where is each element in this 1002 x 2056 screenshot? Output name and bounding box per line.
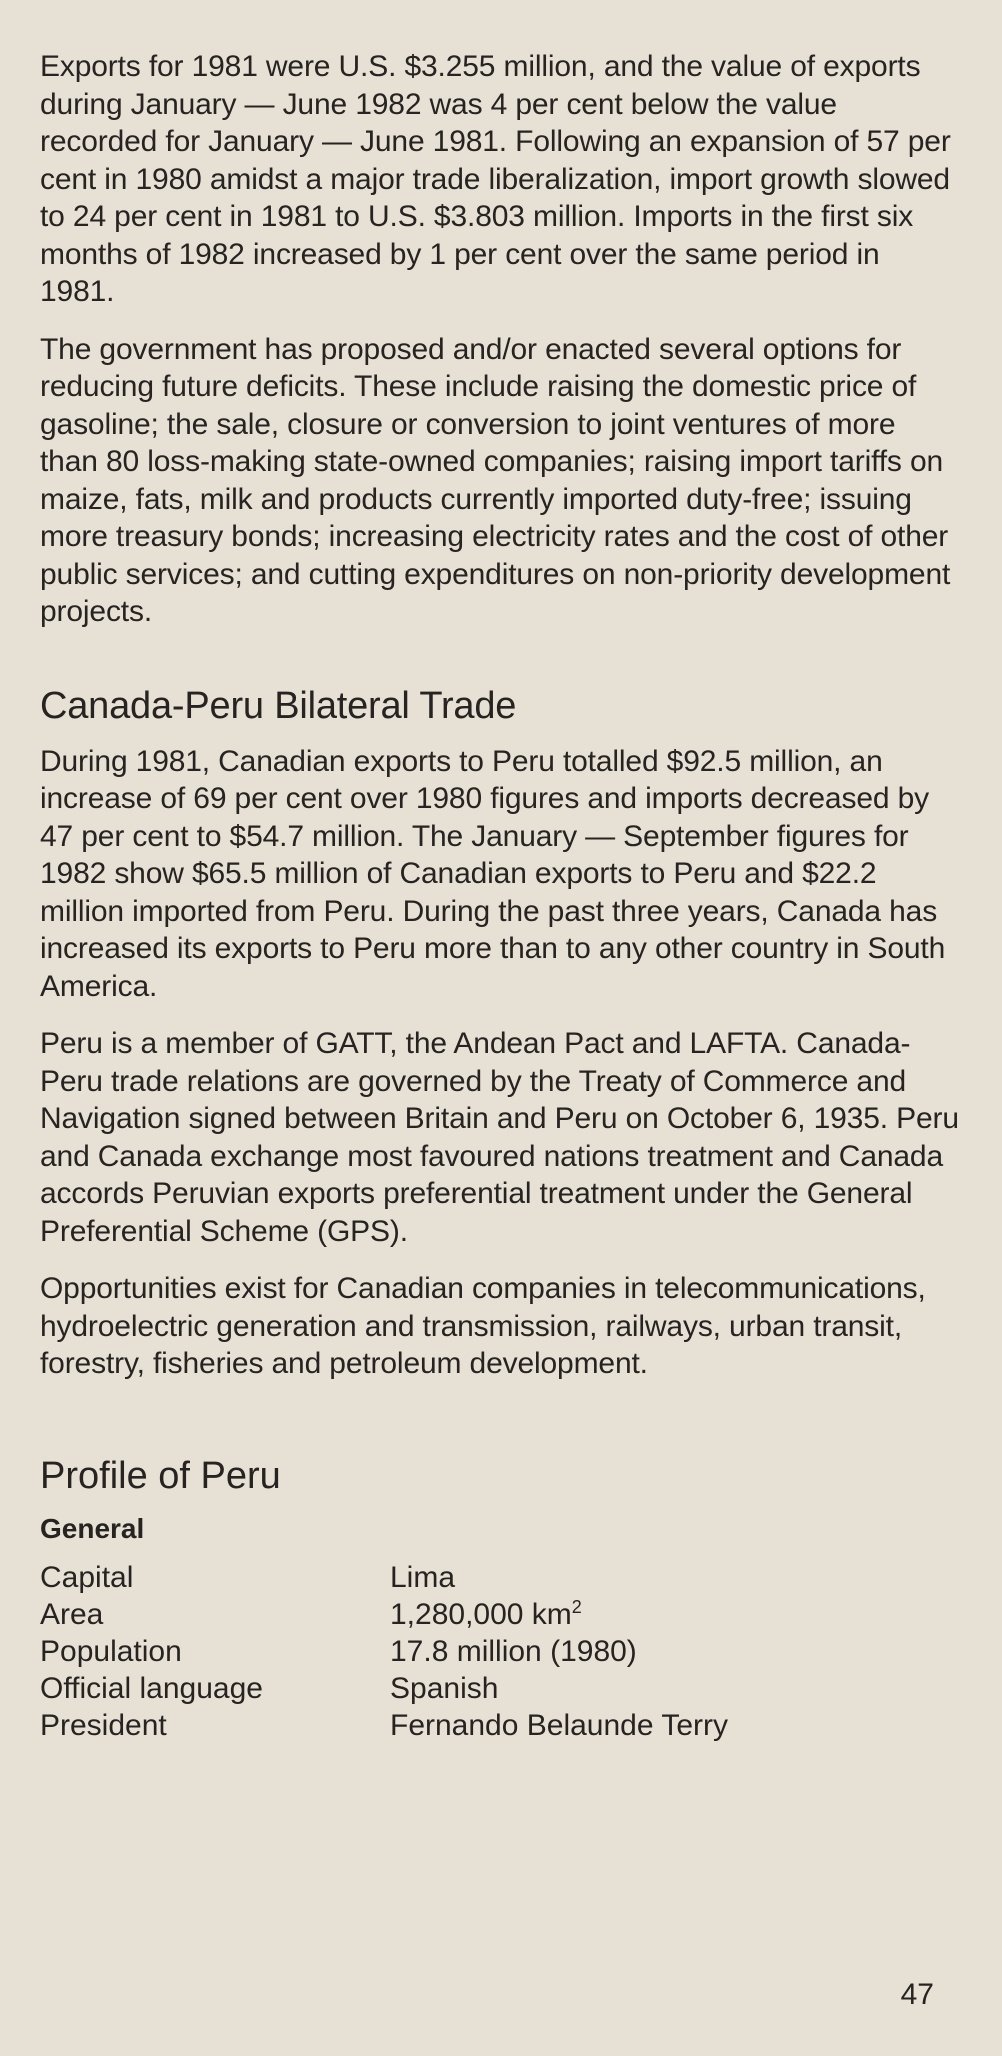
heading-profile: Profile of Peru bbox=[40, 1454, 281, 1497]
profile-value: Fernando Belaunde Terry bbox=[390, 1708, 728, 1742]
paragraph-canadian-exports: During 1981, Canadian exports to Peru totalled $92.5 million, an increase of 69 per cent over 1980 figures and imports decreased by 47 per cent to $54.7 million. The January — September figures for 1982 show $65.5 million of Canadian exports to Peru and $22.2 million imported from Peru. During the past three years, Canada has increased its exports to Peru more than to any other country in South America. bbox=[40, 744, 946, 1003]
paragraph-opportunities: Opportunities exist for Canadian companies in telecommunications, hydroelectric generation and transmission, railways, urban transit, forestry, fisheries and petroleum development. bbox=[40, 1272, 926, 1380]
profile-label: Official language bbox=[40, 1671, 263, 1705]
profile-label: Area bbox=[40, 1597, 104, 1631]
profile-label: Capital bbox=[40, 1560, 134, 1594]
area-unit-superscript: 2 bbox=[571, 1596, 582, 1617]
heading-bilateral-trade: Canada-Peru Bilateral Trade bbox=[40, 684, 517, 727]
profile-value: Spanish bbox=[390, 1671, 499, 1705]
subheading-general: General bbox=[40, 1512, 145, 1544]
profile-value: 17.8 million (1980) bbox=[390, 1634, 637, 1668]
profile-value: Lima bbox=[390, 1560, 456, 1594]
profile-value-area bbox=[390, 1596, 960, 1633]
profile-label: Population bbox=[40, 1634, 182, 1668]
area-value: 1,280,000 km bbox=[390, 1597, 572, 1631]
paragraph-trade-relations: Peru is a member of GATT, the Andean Pact and LAFTA. Canada-Peru trade relations are governed by the Treaty of Commerce and Navigation signed between Britain and Peru on October 6, 1935. Peru and Canada exchange most favoured nations treatment and Canada accords Peruvian exports preferential treatment under the General Preferential Scheme (GPS). bbox=[40, 1027, 959, 1248]
profile-table bbox=[40, 1559, 960, 1744]
page-number: 47 bbox=[900, 1978, 934, 2011]
paragraph-exports-imports: Exports for 1981 were U.S. $3.255 million, and the value of exports during January — June 1982 was 4 per cent below the value recorded for January — June 1981. Following an expansion of 57 per cent in 1980 amidst a major trade liberalization, import growth slowed to 24 per cent in 1981 to U.S. $3.803 million. Imports in the first six months of 1982 increased by 1 per cent over the same period in 1981. bbox=[40, 50, 951, 308]
paragraph-government-options: The government has proposed and/or enacted several options for reducing future deficits. These include raising the domestic price of gasoline; the sale, closure or conversion to joint ventures of more than 80 loss-making state-owned companies; raising import tariffs on maize, fats, milk and products currently imported duty-free; issuing more treasury bonds; increasing electricity rates and the cost of other public services; and cutting expenditures on non-priority development projects. bbox=[40, 332, 951, 628]
text-column bbox=[40, 48, 960, 1744]
profile-label: President bbox=[40, 1708, 167, 1742]
